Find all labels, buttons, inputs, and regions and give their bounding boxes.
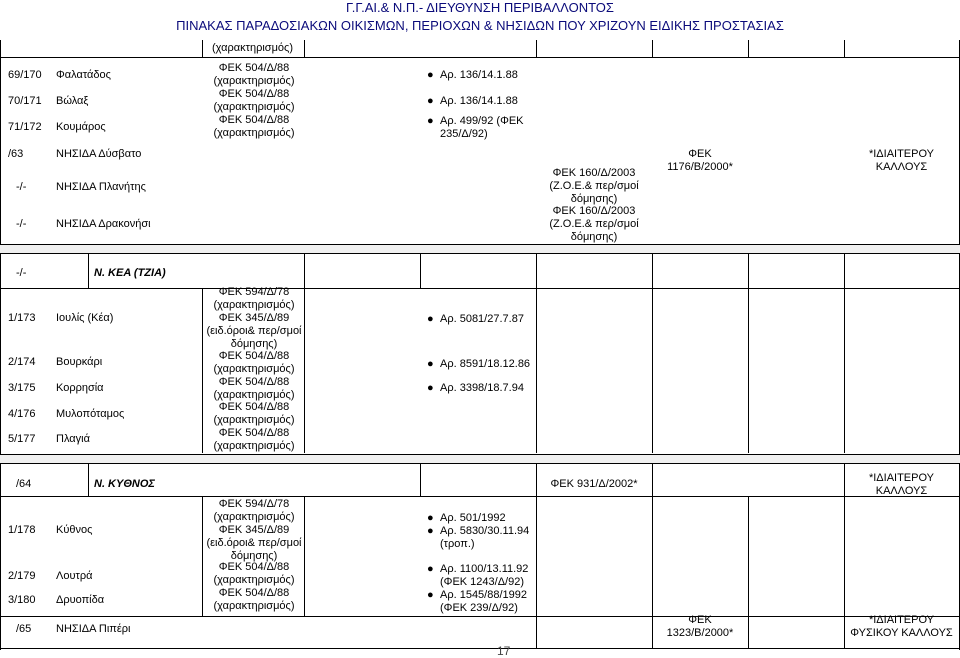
column-divider [652, 40, 653, 57]
column-divider [748, 496, 749, 648]
top-note: (χαρακτηρισμός) [212, 42, 293, 54]
column-divider [536, 464, 537, 648]
beauty-note: ΦΥΣΙΚΟΥ ΚΑΛΛΟΥΣ [850, 627, 953, 639]
fek-text: ΦΕΚ 504/Δ/88 [218, 401, 290, 413]
beauty-note: ΚΑΛΛΟΥΣ [875, 161, 928, 173]
fek-text: ΦΕΚ 504/Δ/88 [218, 427, 290, 439]
decision-text: Αρ. 1545/88/1992 [440, 589, 527, 601]
fek-text: ΦΕΚ 504/Δ/88 [218, 88, 290, 100]
fek-island: ΦΕΚ [688, 614, 712, 626]
fek-island: 1176/Β/2000* [667, 161, 733, 173]
decision-text: Αρ. 1100/13.11.92 [440, 563, 529, 575]
column-divider [202, 496, 203, 616]
bullet-icon: ● [427, 115, 434, 127]
row-divider [0, 496, 960, 497]
group-code: -/- [16, 267, 27, 279]
decision-text: Αρ. 499/92 (ΦΕΚ [440, 115, 524, 127]
fek-text: (χαρακτηρισμός) [213, 389, 295, 401]
row-divider [0, 616, 960, 617]
decision-text: Αρ. 5081/27.7.87 [440, 313, 524, 325]
zoe-text: (Ζ.Ο.Ε.& περ/σμοί [549, 218, 639, 230]
fek-text: ΦΕΚ 504/Δ/88 [218, 587, 290, 599]
column-divider [536, 254, 537, 453]
column-divider [844, 254, 845, 453]
beauty-note: *ΙΔΙΑΙΤΕΡΟΥ [868, 614, 935, 626]
column-divider [652, 254, 653, 453]
row-code: -/- [16, 218, 27, 230]
row-code: 1/173 [8, 312, 36, 324]
zoe-text: ΦΕΚ 160/Δ/2003 [552, 167, 636, 179]
row-code: -/- [16, 181, 27, 193]
fek-island: 1323/Β/2000* [666, 627, 734, 639]
column-divider [304, 40, 305, 57]
decision-text: Αρ. 8591/18.12.86 [440, 358, 531, 370]
fek-text: (χαρακτηρισμός) [213, 600, 295, 612]
decision-text: (ΦΕΚ 1243/Δ/92) [440, 576, 524, 588]
row-code: /63 [8, 148, 24, 160]
row-name: Δρυοπίδα [56, 594, 105, 606]
fek-island: ΦΕΚ 931/Δ/2002* [550, 478, 638, 490]
row-name: Λουτρά [56, 570, 93, 582]
fek-text: (χαρακτηρισμός) [213, 511, 295, 523]
row-name: ΝΗΣΙΔΑ Πιπέρι [56, 623, 131, 635]
beauty-note: *ΙΔΙΑΙΤΕΡΟΥ [868, 472, 935, 484]
fek-text: ΦΕΚ 504/Δ/88 [218, 62, 290, 74]
row-name: Πλαγιά [56, 433, 90, 445]
fek-text: ΦΕΚ 504/Δ/88 [218, 376, 290, 388]
group-separator [0, 244, 960, 254]
fek-text: (χαρακτηρισμός) [213, 363, 295, 375]
row-name: Κορρησία [56, 382, 104, 394]
bullet-icon: ● [427, 512, 434, 524]
zoe-text: ΦΕΚ 160/Δ/2003 [552, 205, 636, 217]
bullet-icon: ● [427, 358, 434, 370]
bullet-icon: ● [427, 69, 434, 81]
fek-island: ΦΕΚ [688, 148, 712, 160]
group-separator [0, 454, 960, 464]
document-header-line1: Γ.Γ.ΑΙ.& Ν.Π.- ΔΙΕΥΘΥΝΣΗ ΠΕΡΙΒΑΛΛΟΝΤΟΣ [346, 0, 614, 15]
row-code: 1/178 [8, 524, 36, 536]
row-name: Βώλαξ [56, 95, 89, 107]
row-code: 4/176 [8, 408, 36, 420]
decision-text: Αρ. 501/1992 [440, 512, 506, 524]
column-divider [844, 40, 845, 57]
row-code: 5/177 [8, 433, 36, 445]
decision-text: Αρ. 136/14.1.88 [440, 69, 518, 81]
fek-text: ΦΕΚ 504/Δ/88 [218, 350, 290, 362]
fek-text: ΦΕΚ 345/Δ/89 [218, 312, 290, 324]
decision-text: Αρ. 5830/30.11.94 [440, 525, 530, 537]
column-divider [202, 40, 203, 57]
column-divider [202, 288, 203, 453]
fek-text: (χαρακτηρισμός) [213, 127, 295, 139]
fek-text: δόμησης) [230, 550, 278, 562]
decision-text: Αρ. 3398/18.7.94 [440, 382, 524, 394]
fek-text: ΦΕΚ 594/Δ/78 [218, 286, 290, 298]
column-divider [536, 40, 537, 57]
fek-text: ΦΕΚ 345/Δ/89 [218, 524, 290, 536]
fek-text: ΦΕΚ 504/Δ/88 [218, 561, 290, 573]
bullet-icon: ● [427, 95, 434, 107]
fek-text: (χαρακτηρισμός) [213, 75, 295, 87]
column-divider [420, 464, 421, 496]
column-divider [420, 254, 421, 288]
row-code: 3/175 [8, 382, 36, 394]
column-divider [304, 254, 305, 453]
row-name: Μυλοπόταμος [56, 408, 125, 420]
decision-text: Αρ. 136/14.1.88 [440, 95, 518, 107]
row-name: Φαλατάδος [56, 69, 111, 81]
bullet-icon: ● [427, 563, 434, 575]
row-name: ΝΗΣΙΔΑ Δρακονήσι [56, 218, 151, 230]
fek-text: (ειδ.όροι& περ/σμοί [206, 325, 302, 337]
row-name: Κουμάρος [56, 121, 106, 133]
column-divider [88, 464, 89, 496]
table-border-top [0, 57, 960, 58]
column-divider [88, 254, 89, 288]
group-title: Ν. ΚΕΑ (ΤΖΙΑ) [94, 267, 166, 279]
fek-text: (χαρακτηρισμός) [213, 299, 295, 311]
fek-text: (χαρακτηρισμός) [213, 101, 295, 113]
beauty-note: ΚΑΛΛΟΥΣ [875, 485, 928, 497]
decision-text: (ΦΕΚ 239/Δ/92) [440, 602, 518, 614]
row-name: ΝΗΣΙΔΑ Πλανήτης [56, 181, 146, 193]
zoe-text: (Ζ.Ο.Ε.& περ/σμοί [549, 180, 639, 192]
decision-text: (τροπ.) [440, 538, 475, 550]
row-name: ΝΗΣΙΔΑ Δύσβατο [56, 148, 142, 160]
row-divider [0, 288, 960, 289]
document-header-line2: ΠΙΝΑΚΑΣ ΠΑΡΑΔΟΣΙΑΚΩΝ ΟΙΚΙΣΜΩΝ, ΠΕΡΙΟΧΩΝ & ΝΗΣΙΔΩΝ ΠΟΥ ΧΡΙΖΟΥΝ ΕΙΔΙΚΗΣ ΠΡΟΣΤΑΣΙΑΣ [176, 18, 784, 33]
row-name: Κύθνος [56, 524, 93, 536]
bullet-icon: ● [427, 313, 434, 325]
fek-text: (χαρακτηρισμός) [213, 440, 295, 452]
group-code: /64 [16, 478, 32, 490]
zoe-text: δόμησης) [570, 231, 618, 243]
beauty-note: *ΙΔΙΑΙΤΕΡΟΥ [868, 148, 935, 160]
row-code: 2/174 [8, 356, 36, 368]
row-code: 69/170 [8, 69, 42, 81]
zoe-text: δόμησης) [570, 193, 618, 205]
row-name: Ιουλίς (Κέα) [56, 312, 114, 324]
fek-text: (χαρακτηρισμός) [213, 574, 295, 586]
row-code: /65 [16, 623, 32, 635]
column-divider [304, 496, 305, 616]
row-name: Βουρκάρι [56, 356, 103, 368]
fek-text: δόμησης) [230, 338, 278, 350]
row-code: 71/172 [8, 121, 42, 133]
table-border-left [0, 40, 1, 650]
fek-text: (ειδ.όροι& περ/σμοί [206, 537, 302, 549]
page-number: 17 [497, 644, 511, 658]
bullet-icon: ● [427, 589, 434, 601]
row-code: 70/171 [8, 95, 42, 107]
decision-text: 235/Δ/92) [440, 128, 488, 140]
fek-text: ΦΕΚ 594/Δ/78 [218, 498, 290, 510]
group-title: Ν. ΚΥΘΝΟΣ [94, 478, 155, 490]
fek-text: ΦΕΚ 504/Δ/88 [218, 114, 290, 126]
row-code: 2/179 [8, 570, 36, 582]
column-divider [748, 40, 749, 57]
table-border-bottom [0, 648, 960, 649]
column-divider [748, 254, 749, 453]
bullet-icon: ● [427, 525, 434, 537]
bullet-icon: ● [427, 382, 434, 394]
row-code: 3/180 [8, 594, 36, 606]
fek-text: (χαρακτηρισμός) [213, 414, 295, 426]
